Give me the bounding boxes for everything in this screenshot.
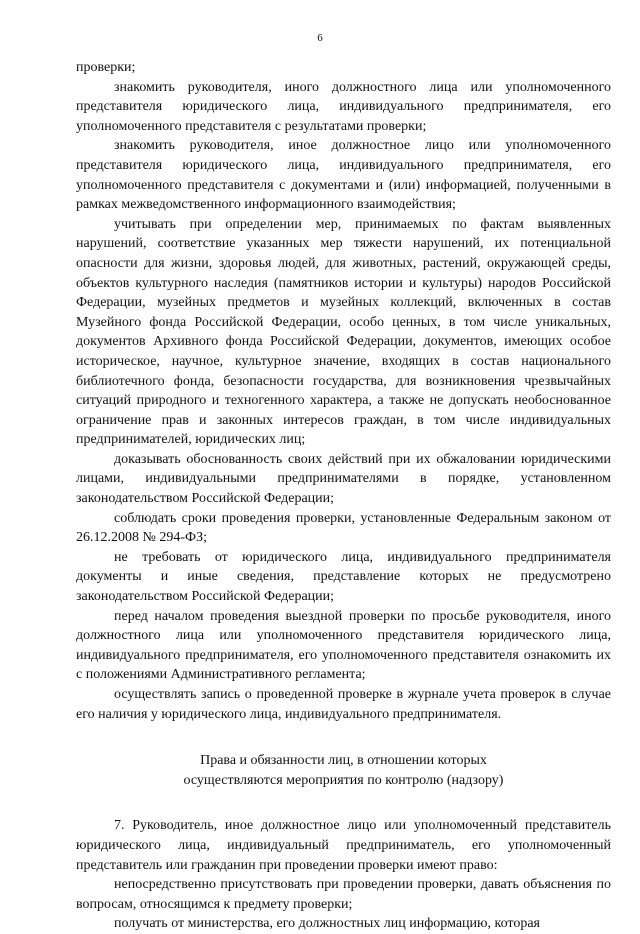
paragraph: доказывать обоснованность своих действий при их обжаловании юридическими лицами, индивидуальными предпринимателями в порядке, установленном законодательством Российской Федерации; [76,451,611,507]
section-heading-line-1: Права и обязанности лиц, в отношении которых [200,753,487,769]
page-number: 6 [317,32,323,44]
paragraph: учитывать при определении мер, принимаемых по фактам выявленных нарушений, соответствие указанных мер тяжести нарушений, их потенциальной опасности для жизни, здоровья людей, для животных, растений, окружающей среды, объектов культурного наследия (памятников истории и культуры) народов Российской Федерации, музейных предметов и музейных коллекций, включенных в состав Музейного фонда Российской Федерации, особо ценных, в том числе уникальных, документов Архивного фонда Российской Федерации, документов, имеющих особое историческое, научное, культурное значение, входящих в состав национального библиотечного фонда, безопасности государства, для возникновения чрезвычайных ситуаций природного и техногенного характера, а также не допускать необоснованное ограничение прав и законных интересов граждан, в том числе индивидуальных предпринимателей, юридических лиц; [76,216,611,448]
section-heading [76,751,611,790]
paragraph: знакомить руководителя, иного должностного лица или уполномоченного представителя юридического лица, индивидуального предпринимателя, его уполномоченного представителя с результатами проверки; [76,79,611,134]
paragraph: проверки; [76,60,136,75]
paragraph: перед началом проведения выездной проверки по просьбе руководителя, иного должностного лица или уполномоченного представителя юридического лица, индивидуального предпринимателя, его уполномоченного представителя ознакомить их с положениями Административного регламента; [76,608,611,683]
paragraph: непосредственно присутствовать при проведении проверки, давать объяснения по вопросам, относящимся к предмету проверки; [76,877,611,912]
document-body [76,58,611,934]
paragraph: соблюдать сроки проведения проверки, установленные Федеральным законом от 26.12.2008 № 294-ФЗ; [76,510,611,546]
paragraph: знакомить руководителя, иное должностное лицо или уполномоченного представителя юридического лица, индивидуального предпринимателя, его уполномоченного представителя с документами и (или) информацией, полученными в рамках межведомственного информационного взаимодействия; [76,138,611,213]
section-heading-line-2: осуществляются мероприятия по контролю (надзору) [183,772,504,788]
paragraph: получать от министерства, его должностных лиц информацию, которая [114,916,540,932]
paragraph: осуществлять запись о проведенной проверке в журнале учета проверок в случае его наличия у юридического лица, индивидуального предпринимателя. [76,687,611,722]
paragraph: 7. Руководитель, иное должностное лицо или уполномоченный представитель юридического лица, индивидуальный предприниматель, его уполномоченный представитель или гражданин при проведении проверки имеют право: [76,818,611,873]
paragraph: не требовать от юридического лица, индивидуального предпринимателя документы и иные сведения, представление которых не предусмотрено законодательством Российской Федерации; [76,549,611,605]
